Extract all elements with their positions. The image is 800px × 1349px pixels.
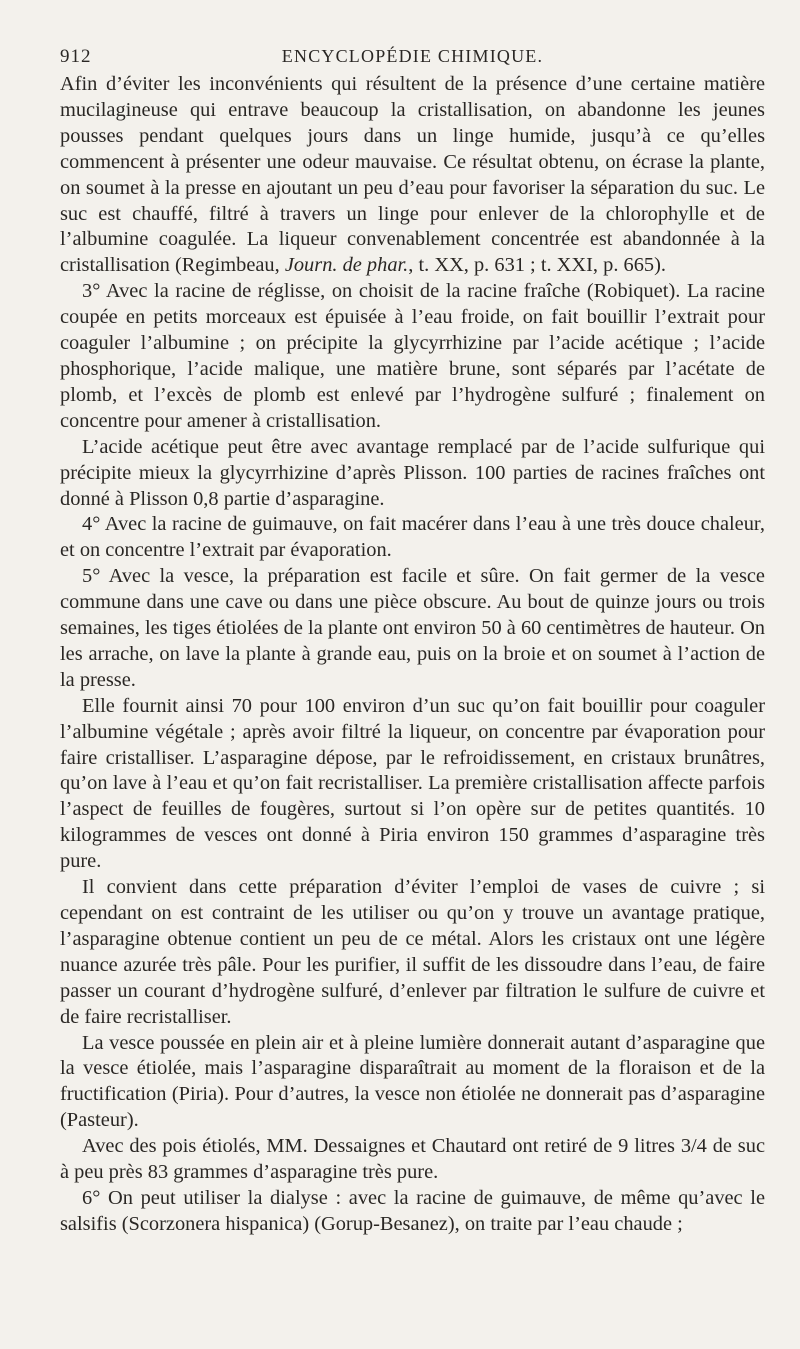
paragraph-pois: Avec des pois étiolés, MM. Dessaignes et Chautard ont retiré de 9 litres 3/4 de suc à peu près 83 grammes d’asparagine très pure. bbox=[60, 1135, 765, 1184]
paragraph-cuivre: Il convient dans cette préparation d’éviter l’emploi de vases de cuivre ; si cependant on est contraint de les utiliser ou qu’on y trouve un avantage pratique, l’asparagine obtenue contient un peu de ce métal. Alors les cristaux ont une légère nuance azurée très pâle. Pour les purifier, il suffit de les dissoudre dans l’eau, de faire passer un courant d’hydrogène sulfuré, d’enlever par filtration le sulfure de cuivre et de faire recristalliser. bbox=[60, 876, 765, 1028]
running-title: ENCYCLOPÉDIE CHIMIQUE. bbox=[281, 46, 544, 66]
paragraph-rendement: Elle fournit ainsi 70 pour 100 environ d’un suc qu’on fait bouillir pour coaguler l’albumine végétale ; après avoir filtré la liqueur, on concentre par évaporation pour faire cristalliser. L’asparagine dépose, par le refroidissement, en cristaux brunâtres, qu’on lave à l’eau et qu’on fait recristalliser. La première cristallisation affecte parfois l’aspect de feuilles de fougères, surtout si l’on opère sur de petites quantités. 10 kilogrammes de vesces ont donné à Piria environ 150 grammes d’asparagine très pure. bbox=[60, 694, 765, 873]
paragraph-guimauve: 4° Avec la racine de guimauve, on fait macérer dans l’eau à une très douce chaleur, et on concentre l’extrait par évaporation. bbox=[60, 513, 765, 562]
paragraph-intro-text: Afin d’éviter les inconvénients qui résultent de la présence d’une certaine matière mucilagineuse qui entrave beaucoup la cristallisation, on abandonne les jeunes pousses pendant quelques jours dans un linge humide, jusqu’à ce qu’elles commencent à présenter une odeur mauvaise. Ce résultat obtenu, on écrase la plante, on soumet à la presse en ajoutant un peu d’eau pour favoriser la séparation du suc. Le suc est chauffé, filtré à travers un linge pour enlever de la chlorophylle et de l’albumine coagulée. La liqueur convenablement concentrée est abandonnée à la cristallisation (Regimbeau, bbox=[60, 73, 765, 277]
paragraph-vesce: 5° Avec la vesce, la préparation est facile et sûre. On fait germer de la vesce commune dans une cave ou dans une pièce obscure. Au bout de quinze jours ou trois semaines, les tiges étiolées de la plante ont environ 50 à 60 centimètres de hauteur. On les arrache, on lave la plante à grande eau, puis on la broie et on soumet à l’action de la presse. bbox=[60, 565, 765, 691]
body-text bbox=[60, 72, 765, 1238]
paragraph-reglisse: 3° Avec la racine de réglisse, on choisit de la racine fraîche (Robiquet). La racine coupée en petits morceaux est épuisée à l’eau froide, on fait bouillir l’extrait pour coaguler l’albumine ; on précipite la glycyrrhizine par l’acide acétique ; l’acide phosphorique, l’acide malique, une matière brune, sont séparés par l’acétate de plomb, et l’excès de plomb est enlevé par l’hydrogène sulfuré ; finalement on concentre pour amener à cristallisation. bbox=[60, 280, 765, 432]
page-header bbox=[60, 46, 765, 70]
paragraph-intro bbox=[60, 72, 765, 279]
page-number: 912 bbox=[60, 46, 92, 67]
paragraph-plein-air: La vesce poussée en plein air et à pleine lumière donnerait autant d’asparagine que la vesce étiolée, mais l’asparagine disparaîtrait au moment de la floraison et de la fructification (Piria). Pour d’autres, la vesce non étiolée ne donnerait pas d’asparagine (Pasteur). bbox=[60, 1031, 765, 1132]
paragraph-acide-acetique: L’acide acétique peut être avec avantage remplacé par de l’acide sulfurique qui précipite mieux la glycyrrhizine d’après Plisson. 100 parties de racines fraîches ont donné à Plisson 0,8 partie d’asparagine. bbox=[60, 435, 765, 510]
paragraph-dialyse: 6° On peut utiliser la dialyse : avec la racine de guimauve, de même qu’avec le salsifis (Scorzonera hispanica) (Gorup-Besanez), on traite par l’eau chaude ; bbox=[60, 1186, 765, 1235]
journal-title: Journ. de phar. bbox=[284, 254, 409, 277]
paragraph-intro-citation: , t. XX, p. 631 ; t. XXI, p. 665). bbox=[408, 254, 666, 277]
